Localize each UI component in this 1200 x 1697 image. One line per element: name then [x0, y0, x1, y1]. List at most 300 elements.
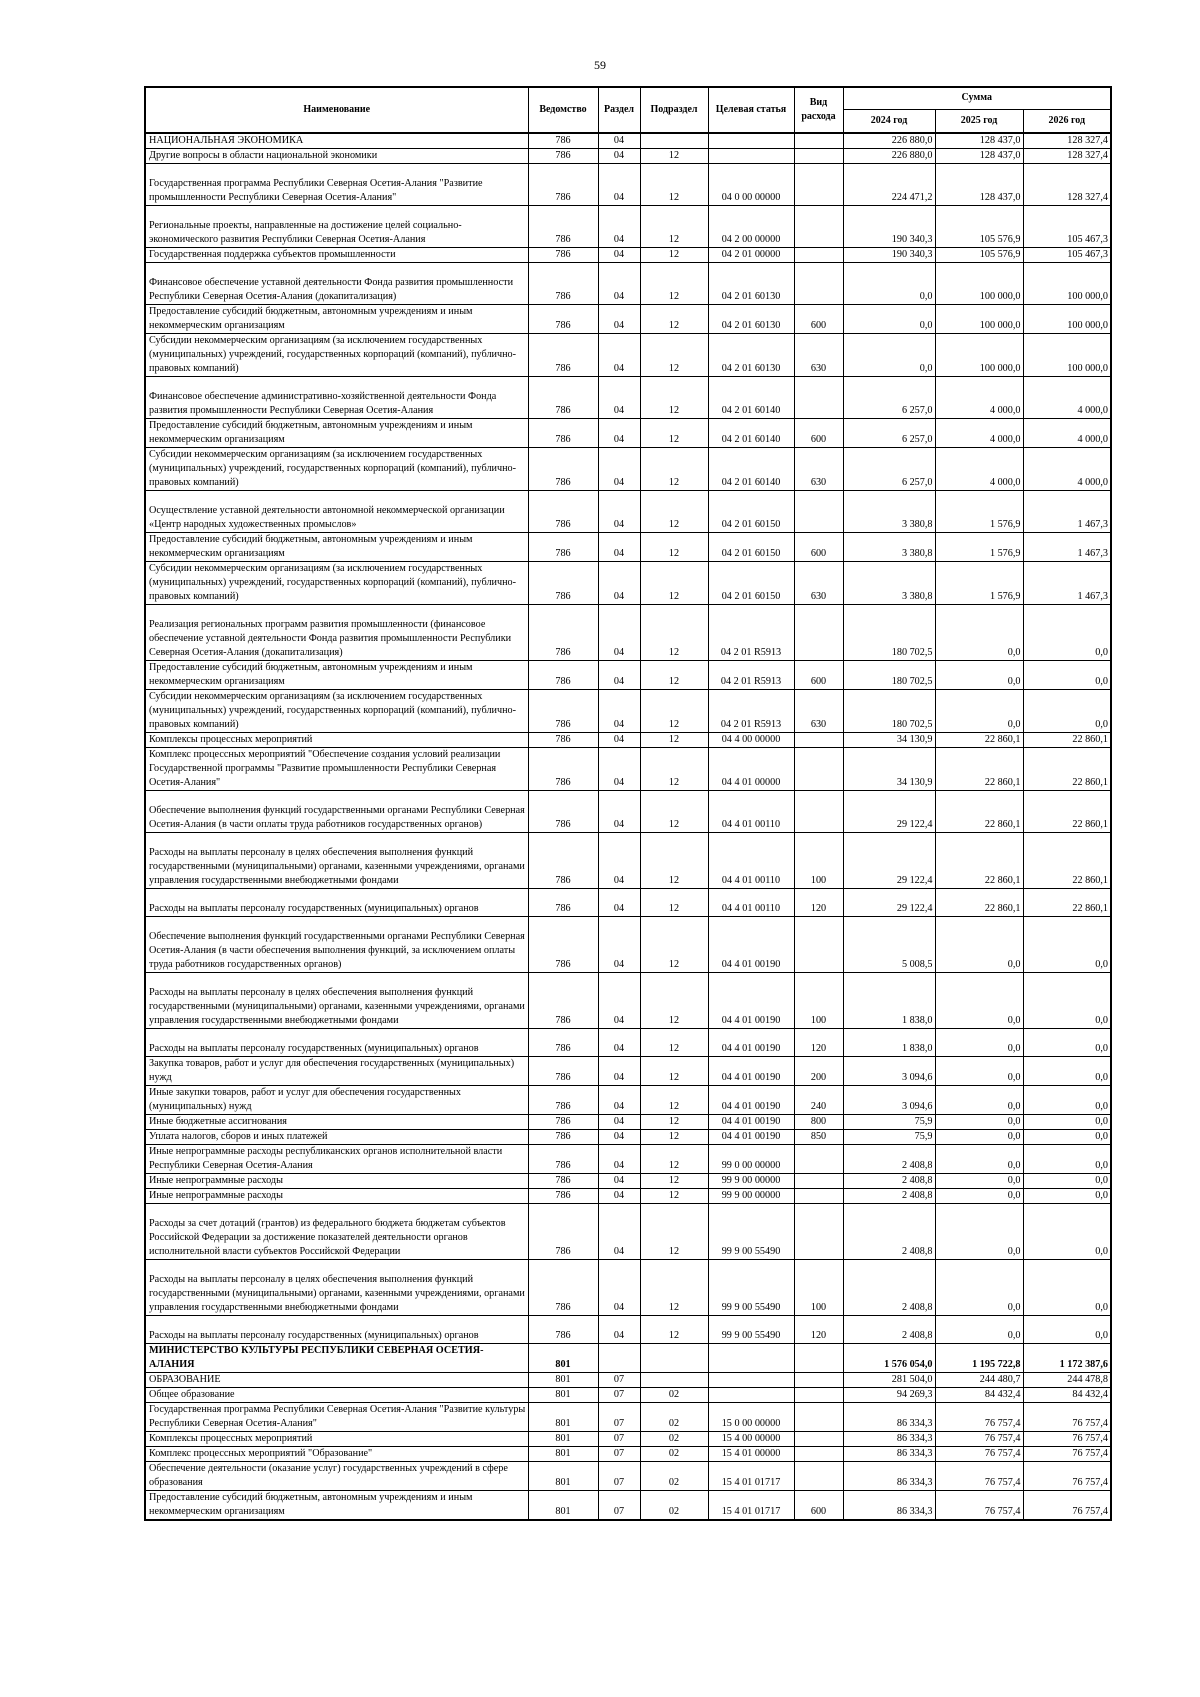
cell-vedomstvo: 786	[528, 1174, 598, 1189]
cell-sum-2024: 1 838,0	[843, 1029, 935, 1057]
cell-name: Комплексы процессных мероприятий	[145, 1432, 528, 1447]
cell-name: Региональные проекты, направленные на достижение целей социально-экономического развития Республики Северная Осетия-Алания	[145, 206, 528, 248]
cell-sum-2026: 76 757,4	[1023, 1462, 1111, 1491]
cell-vedomstvo: 786	[528, 305, 598, 334]
cell-vid: 200	[794, 1057, 843, 1086]
cell-name: Расходы на выплаты персоналу государственных (муниципальных) органов	[145, 889, 528, 917]
table-row	[145, 1491, 1111, 1521]
cell-sum-2025: 1 195 722,8	[935, 1344, 1023, 1373]
cell-vedomstvo: 801	[528, 1344, 598, 1373]
cell-sum-2026: 0,0	[1023, 1145, 1111, 1174]
cell-sum-2024: 2 408,8	[843, 1260, 935, 1316]
cell-vid: 850	[794, 1130, 843, 1145]
cell-name: Финансовое обеспечение административно-хозяйственной деятельности Фонда развития промышленности Республики Северная Осетия-Алания	[145, 377, 528, 419]
cell-podrazdel	[640, 133, 708, 149]
cell-podrazdel: 12	[640, 917, 708, 973]
header-podrazdel: Подраздел	[640, 87, 708, 133]
cell-name: ОБРАЗОВАНИЕ	[145, 1373, 528, 1388]
cell-name: Общее образование	[145, 1388, 528, 1403]
cell-vedomstvo: 786	[528, 1057, 598, 1086]
cell-sum-2025: 244 480,7	[935, 1373, 1023, 1388]
cell-razdel: 07	[598, 1491, 640, 1521]
cell-target: 99 9 00 00000	[708, 1174, 794, 1189]
cell-sum-2026: 0,0	[1023, 1260, 1111, 1316]
cell-vedomstvo: 786	[528, 164, 598, 206]
cell-name: Комплексы процессных мероприятий	[145, 733, 528, 748]
cell-target: 15 4 01 01717	[708, 1462, 794, 1491]
cell-sum-2024: 94 269,3	[843, 1388, 935, 1403]
cell-sum-2026: 4 000,0	[1023, 419, 1111, 448]
cell-sum-2024: 86 334,3	[843, 1447, 935, 1462]
cell-sum-2025: 100 000,0	[935, 334, 1023, 377]
table-row	[145, 133, 1111, 149]
cell-vid	[794, 248, 843, 263]
cell-podrazdel: 12	[640, 833, 708, 889]
page-number: 59	[594, 58, 606, 72]
table-row	[145, 448, 1111, 491]
cell-razdel: 04	[598, 1260, 640, 1316]
cell-name: Обеспечение деятельности (оказание услуг) государственных учреждений в сфере образования	[145, 1462, 528, 1491]
table-row	[145, 748, 1111, 791]
cell-sum-2025: 4 000,0	[935, 419, 1023, 448]
cell-podrazdel: 12	[640, 1260, 708, 1316]
cell-razdel: 04	[598, 791, 640, 833]
cell-sum-2026: 105 467,3	[1023, 206, 1111, 248]
cell-vid	[794, 791, 843, 833]
cell-vid: 240	[794, 1086, 843, 1115]
cell-razdel: 04	[598, 334, 640, 377]
cell-podrazdel: 12	[640, 690, 708, 733]
cell-razdel: 04	[598, 206, 640, 248]
cell-sum-2024: 180 702,5	[843, 661, 935, 690]
cell-sum-2024: 3 380,8	[843, 491, 935, 533]
cell-vedomstvo: 786	[528, 263, 598, 305]
cell-name: Реализация региональных программ развития промышленности (финансовое обеспечение уставной деятельности Фонда развития промышленности Республики Северная Осетия-Алания (докапитализация)	[145, 605, 528, 661]
cell-podrazdel: 02	[640, 1432, 708, 1447]
table-row	[145, 491, 1111, 533]
table-row	[145, 1130, 1111, 1145]
cell-target: 04 2 01 60150	[708, 491, 794, 533]
header-2025: 2025 год	[935, 109, 1023, 133]
cell-sum-2024: 2 408,8	[843, 1189, 935, 1204]
table-row	[145, 917, 1111, 973]
table-row	[145, 377, 1111, 419]
cell-razdel: 04	[598, 149, 640, 164]
cell-vid	[794, 605, 843, 661]
cell-sum-2026: 0,0	[1023, 1174, 1111, 1189]
cell-podrazdel: 12	[640, 334, 708, 377]
cell-target	[708, 1344, 794, 1373]
cell-sum-2025: 0,0	[935, 1174, 1023, 1189]
table-row	[145, 1174, 1111, 1189]
cell-vedomstvo: 786	[528, 491, 598, 533]
cell-name: Предоставление субсидий бюджетным, автономным учреждениям и иным некоммерческим организациям	[145, 661, 528, 690]
cell-razdel: 07	[598, 1432, 640, 1447]
cell-target: 04 2 01 R5913	[708, 661, 794, 690]
cell-podrazdel: 12	[640, 263, 708, 305]
cell-sum-2024: 6 257,0	[843, 419, 935, 448]
table-row	[145, 1447, 1111, 1462]
cell-sum-2025: 84 432,4	[935, 1388, 1023, 1403]
cell-vedomstvo: 786	[528, 733, 598, 748]
cell-podrazdel: 12	[640, 305, 708, 334]
cell-sum-2024: 0,0	[843, 305, 935, 334]
cell-sum-2026: 22 860,1	[1023, 889, 1111, 917]
cell-vedomstvo: 786	[528, 917, 598, 973]
cell-razdel: 04	[598, 263, 640, 305]
table-row	[145, 1086, 1111, 1115]
cell-sum-2025: 0,0	[935, 661, 1023, 690]
cell-podrazdel: 12	[640, 1189, 708, 1204]
cell-target: 04 2 01 60140	[708, 448, 794, 491]
cell-target: 04 4 01 00110	[708, 889, 794, 917]
cell-name: Предоставление субсидий бюджетным, автономным учреждениям и иным некоммерческим организациям	[145, 419, 528, 448]
cell-podrazdel: 12	[640, 1145, 708, 1174]
cell-target: 99 9 00 55490	[708, 1316, 794, 1344]
cell-target: 04 4 01 00190	[708, 973, 794, 1029]
cell-sum-2025: 0,0	[935, 973, 1023, 1029]
cell-sum-2025: 22 860,1	[935, 889, 1023, 917]
cell-sum-2024: 180 702,5	[843, 690, 935, 733]
cell-podrazdel: 12	[640, 1130, 708, 1145]
cell-vedomstvo: 786	[528, 133, 598, 149]
cell-target: 04 2 01 60150	[708, 562, 794, 605]
cell-razdel: 04	[598, 248, 640, 263]
cell-podrazdel: 12	[640, 605, 708, 661]
cell-podrazdel	[640, 1344, 708, 1373]
cell-target: 04 4 01 00110	[708, 833, 794, 889]
cell-vedomstvo: 786	[528, 448, 598, 491]
cell-sum-2024: 6 257,0	[843, 448, 935, 491]
cell-name: Иные непрограммные расходы	[145, 1189, 528, 1204]
table-row	[145, 1057, 1111, 1086]
budget-table	[144, 86, 1112, 1521]
cell-name: Государственная программа Республики Северная Осетия-Алания "Развитие промышленности Республики Северная Осетия-Алания"	[145, 164, 528, 206]
cell-razdel: 04	[598, 748, 640, 791]
cell-podrazdel: 12	[640, 973, 708, 1029]
cell-vid	[794, 1174, 843, 1189]
cell-sum-2025: 0,0	[935, 1115, 1023, 1130]
cell-sum-2024: 29 122,4	[843, 833, 935, 889]
cell-vid	[794, 1373, 843, 1388]
cell-vedomstvo: 786	[528, 833, 598, 889]
cell-sum-2025: 76 757,4	[935, 1432, 1023, 1447]
cell-sum-2025: 128 437,0	[935, 164, 1023, 206]
cell-name: Иные закупки товаров, работ и услуг для обеспечения государственных (муниципальных) нужд	[145, 1086, 528, 1115]
header-2026: 2026 год	[1023, 109, 1111, 133]
table-row	[145, 248, 1111, 263]
cell-vedomstvo: 786	[528, 1204, 598, 1260]
cell-sum-2025: 22 860,1	[935, 748, 1023, 791]
cell-target: 99 9 00 00000	[708, 1189, 794, 1204]
cell-sum-2025: 0,0	[935, 1204, 1023, 1260]
cell-sum-2026: 76 757,4	[1023, 1447, 1111, 1462]
cell-sum-2024: 86 334,3	[843, 1403, 935, 1432]
cell-vid	[794, 1403, 843, 1432]
cell-podrazdel: 12	[640, 377, 708, 419]
table-row	[145, 533, 1111, 562]
header-vid: Вид расхода	[794, 87, 843, 133]
cell-sum-2025: 1 576,9	[935, 533, 1023, 562]
cell-razdel: 04	[598, 377, 640, 419]
cell-sum-2026: 244 478,8	[1023, 1373, 1111, 1388]
table-row	[145, 334, 1111, 377]
cell-vid: 630	[794, 334, 843, 377]
cell-target: 04 2 01 R5913	[708, 690, 794, 733]
cell-vid	[794, 1447, 843, 1462]
cell-vedomstvo: 786	[528, 973, 598, 1029]
cell-podrazdel: 02	[640, 1403, 708, 1432]
cell-sum-2026: 1 172 387,6	[1023, 1344, 1111, 1373]
cell-sum-2024: 2 408,8	[843, 1145, 935, 1174]
cell-vedomstvo: 786	[528, 1086, 598, 1115]
cell-target: 04 4 00 00000	[708, 733, 794, 748]
cell-sum-2024: 1 838,0	[843, 973, 935, 1029]
cell-razdel: 07	[598, 1447, 640, 1462]
cell-name: Комплекс процессных мероприятий "Образование"	[145, 1447, 528, 1462]
cell-sum-2026: 0,0	[1023, 605, 1111, 661]
cell-sum-2026: 0,0	[1023, 973, 1111, 1029]
cell-razdel: 04	[598, 419, 640, 448]
cell-target: 99 0 00 00000	[708, 1145, 794, 1174]
cell-sum-2026: 1 467,3	[1023, 562, 1111, 605]
cell-vid: 600	[794, 661, 843, 690]
cell-razdel: 07	[598, 1388, 640, 1403]
cell-vid	[794, 1145, 843, 1174]
cell-name: Субсидии некоммерческим организациям (за исключением государственных (муниципальных) учреждений, государственных корпораций (компаний), публично-правовых компаний)	[145, 690, 528, 733]
cell-target: 04 2 01 60140	[708, 377, 794, 419]
cell-razdel: 04	[598, 1189, 640, 1204]
cell-name: Расходы на выплаты персоналу в целях обеспечения выполнения функций государственными (муниципальными) органами, казенными учреждениями, органами управления государственными внебюджетными фондами	[145, 833, 528, 889]
table-row	[145, 973, 1111, 1029]
cell-target: 15 4 00 00000	[708, 1432, 794, 1447]
cell-razdel: 04	[598, 1115, 640, 1130]
cell-name: Предоставление субсидий бюджетным, автономным учреждениям и иным некоммерческим организациям	[145, 533, 528, 562]
cell-vid	[794, 491, 843, 533]
cell-name: МИНИСТЕРСТВО КУЛЬТУРЫ РЕСПУБЛИКИ СЕВЕРНАЯ ОСЕТИЯ-АЛАНИЯ	[145, 1344, 528, 1373]
cell-name: Расходы на выплаты персоналу в целях обеспечения выполнения функций государственными (муниципальными) органами, казенными учреждениями, органами управления государственными внебюджетными фондами	[145, 973, 528, 1029]
cell-sum-2024: 75,9	[843, 1130, 935, 1145]
cell-vedomstvo: 786	[528, 1029, 598, 1057]
cell-sum-2024: 5 008,5	[843, 917, 935, 973]
cell-sum-2026: 0,0	[1023, 1057, 1111, 1086]
cell-vedomstvo: 786	[528, 1316, 598, 1344]
cell-podrazdel: 12	[640, 164, 708, 206]
table-row	[145, 605, 1111, 661]
cell-vid	[794, 1432, 843, 1447]
cell-razdel: 07	[598, 1462, 640, 1491]
cell-razdel: 07	[598, 1403, 640, 1432]
cell-sum-2025: 105 576,9	[935, 206, 1023, 248]
cell-sum-2025: 76 757,4	[935, 1491, 1023, 1521]
cell-sum-2025: 22 860,1	[935, 833, 1023, 889]
cell-name: Другие вопросы в области национальной экономики	[145, 149, 528, 164]
cell-razdel: 04	[598, 1057, 640, 1086]
cell-target: 99 9 00 55490	[708, 1260, 794, 1316]
cell-vedomstvo: 786	[528, 1130, 598, 1145]
table-row	[145, 206, 1111, 248]
table-row	[145, 1373, 1111, 1388]
cell-vedomstvo: 786	[528, 661, 598, 690]
table-row	[145, 263, 1111, 305]
cell-vedomstvo: 801	[528, 1491, 598, 1521]
cell-target: 04 4 01 00000	[708, 748, 794, 791]
cell-sum-2025: 1 576,9	[935, 491, 1023, 533]
cell-vid	[794, 1388, 843, 1403]
cell-sum-2025: 0,0	[935, 1057, 1023, 1086]
cell-sum-2026: 76 757,4	[1023, 1491, 1111, 1521]
cell-vid	[794, 748, 843, 791]
cell-name: Закупка товаров, работ и услуг для обеспечения государственных (муниципальных) нужд	[145, 1057, 528, 1086]
cell-target: 04 4 01 00190	[708, 1130, 794, 1145]
cell-podrazdel: 12	[640, 748, 708, 791]
table-row	[145, 1432, 1111, 1447]
cell-vid: 600	[794, 305, 843, 334]
cell-sum-2026: 76 757,4	[1023, 1403, 1111, 1432]
cell-target: 04 0 00 00000	[708, 164, 794, 206]
cell-vid	[794, 149, 843, 164]
cell-sum-2024: 6 257,0	[843, 377, 935, 419]
cell-podrazdel: 02	[640, 1447, 708, 1462]
cell-vedomstvo: 786	[528, 334, 598, 377]
cell-sum-2025: 4 000,0	[935, 448, 1023, 491]
cell-name: Расходы на выплаты персоналу в целях обеспечения выполнения функций государственными (муниципальными) органами, казенными учреждениями, органами управления государственными внебюджетными фондами	[145, 1260, 528, 1316]
cell-target: 15 0 00 00000	[708, 1403, 794, 1432]
cell-podrazdel: 12	[640, 889, 708, 917]
cell-sum-2026: 0,0	[1023, 1316, 1111, 1344]
cell-vedomstvo: 786	[528, 605, 598, 661]
cell-target: 99 9 00 55490	[708, 1204, 794, 1260]
cell-sum-2025: 0,0	[935, 1029, 1023, 1057]
cell-podrazdel	[640, 1373, 708, 1388]
cell-sum-2024: 281 504,0	[843, 1373, 935, 1388]
cell-podrazdel: 02	[640, 1491, 708, 1521]
cell-sum-2024: 75,9	[843, 1115, 935, 1130]
table-row	[145, 733, 1111, 748]
header-razdel: Раздел	[598, 87, 640, 133]
cell-sum-2026: 0,0	[1023, 1204, 1111, 1260]
cell-sum-2026: 22 860,1	[1023, 833, 1111, 889]
cell-sum-2024: 34 130,9	[843, 733, 935, 748]
cell-podrazdel: 12	[640, 448, 708, 491]
cell-vedomstvo: 801	[528, 1388, 598, 1403]
cell-sum-2026: 22 860,1	[1023, 791, 1111, 833]
table-row	[145, 1145, 1111, 1174]
cell-sum-2025: 0,0	[935, 1260, 1023, 1316]
table-row	[145, 305, 1111, 334]
cell-target: 04 4 01 00190	[708, 1086, 794, 1115]
cell-sum-2025: 105 576,9	[935, 248, 1023, 263]
cell-vedomstvo: 786	[528, 149, 598, 164]
cell-sum-2026: 0,0	[1023, 1115, 1111, 1130]
cell-sum-2025: 128 437,0	[935, 133, 1023, 149]
cell-razdel: 04	[598, 1145, 640, 1174]
cell-sum-2025: 0,0	[935, 690, 1023, 733]
cell-target	[708, 149, 794, 164]
cell-sum-2024: 1 576 054,0	[843, 1344, 935, 1373]
table-body	[145, 133, 1111, 1520]
cell-sum-2025: 76 757,4	[935, 1447, 1023, 1462]
header-vedomstvo: Ведомство	[528, 87, 598, 133]
cell-name: Уплата налогов, сборов и иных платежей	[145, 1130, 528, 1145]
cell-razdel: 04	[598, 733, 640, 748]
cell-sum-2025: 100 000,0	[935, 263, 1023, 305]
cell-vid: 800	[794, 1115, 843, 1130]
cell-target: 04 2 01 00000	[708, 248, 794, 263]
table-row	[145, 889, 1111, 917]
cell-razdel: 04	[598, 690, 640, 733]
cell-vid: 100	[794, 973, 843, 1029]
cell-target	[708, 1388, 794, 1403]
cell-sum-2025: 0,0	[935, 1145, 1023, 1174]
cell-target: 04 2 01 R5913	[708, 605, 794, 661]
cell-name: Государственная поддержка субъектов промышленности	[145, 248, 528, 263]
cell-target: 04 4 01 00110	[708, 791, 794, 833]
cell-razdel: 04	[598, 1316, 640, 1344]
cell-razdel: 04	[598, 164, 640, 206]
table-row	[145, 661, 1111, 690]
cell-vid	[794, 377, 843, 419]
cell-sum-2026: 22 860,1	[1023, 748, 1111, 791]
cell-sum-2024: 2 408,8	[843, 1204, 935, 1260]
table-row	[145, 1403, 1111, 1432]
cell-sum-2025: 76 757,4	[935, 1403, 1023, 1432]
cell-name: Обеспечение выполнения функций государственными органами Республики Северная Осетия-Алания (в части обеспечения выполнения функций, за исключением оплаты труда работников государственных органов)	[145, 917, 528, 973]
cell-podrazdel: 12	[640, 206, 708, 248]
cell-sum-2025: 100 000,0	[935, 305, 1023, 334]
cell-podrazdel: 02	[640, 1462, 708, 1491]
cell-sum-2024: 2 408,8	[843, 1316, 935, 1344]
cell-razdel: 04	[598, 1204, 640, 1260]
table-row	[145, 562, 1111, 605]
cell-razdel: 04	[598, 533, 640, 562]
cell-razdel: 04	[598, 973, 640, 1029]
cell-vedomstvo: 801	[528, 1447, 598, 1462]
cell-podrazdel: 12	[640, 491, 708, 533]
cell-sum-2026: 1 467,3	[1023, 533, 1111, 562]
cell-vedomstvo: 801	[528, 1432, 598, 1447]
cell-vid: 600	[794, 533, 843, 562]
cell-podrazdel: 12	[640, 1115, 708, 1130]
cell-razdel: 04	[598, 1174, 640, 1189]
cell-razdel: 04	[598, 305, 640, 334]
cell-vid: 120	[794, 1316, 843, 1344]
cell-target: 04 4 01 00190	[708, 1029, 794, 1057]
table-row	[145, 791, 1111, 833]
cell-vid	[794, 206, 843, 248]
cell-podrazdel: 12	[640, 248, 708, 263]
table-row	[145, 1115, 1111, 1130]
cell-sum-2025: 76 757,4	[935, 1462, 1023, 1491]
cell-podrazdel: 12	[640, 1204, 708, 1260]
cell-vid	[794, 733, 843, 748]
cell-vid	[794, 917, 843, 973]
cell-sum-2024: 3 094,6	[843, 1057, 935, 1086]
table-row	[145, 1029, 1111, 1057]
cell-vedomstvo: 801	[528, 1462, 598, 1491]
cell-sum-2024: 224 471,2	[843, 164, 935, 206]
table-row	[145, 1204, 1111, 1260]
cell-vedomstvo: 786	[528, 1115, 598, 1130]
cell-vedomstvo: 786	[528, 248, 598, 263]
cell-vedomstvo: 801	[528, 1403, 598, 1432]
cell-sum-2026: 0,0	[1023, 1130, 1111, 1145]
cell-sum-2025: 22 860,1	[935, 791, 1023, 833]
cell-razdel: 04	[598, 448, 640, 491]
cell-razdel: 04	[598, 1029, 640, 1057]
cell-name: Обеспечение выполнения функций государственными органами Республики Северная Осетия-Алания (в части оплаты труда работников государственных органов)	[145, 791, 528, 833]
cell-sum-2026: 84 432,4	[1023, 1388, 1111, 1403]
